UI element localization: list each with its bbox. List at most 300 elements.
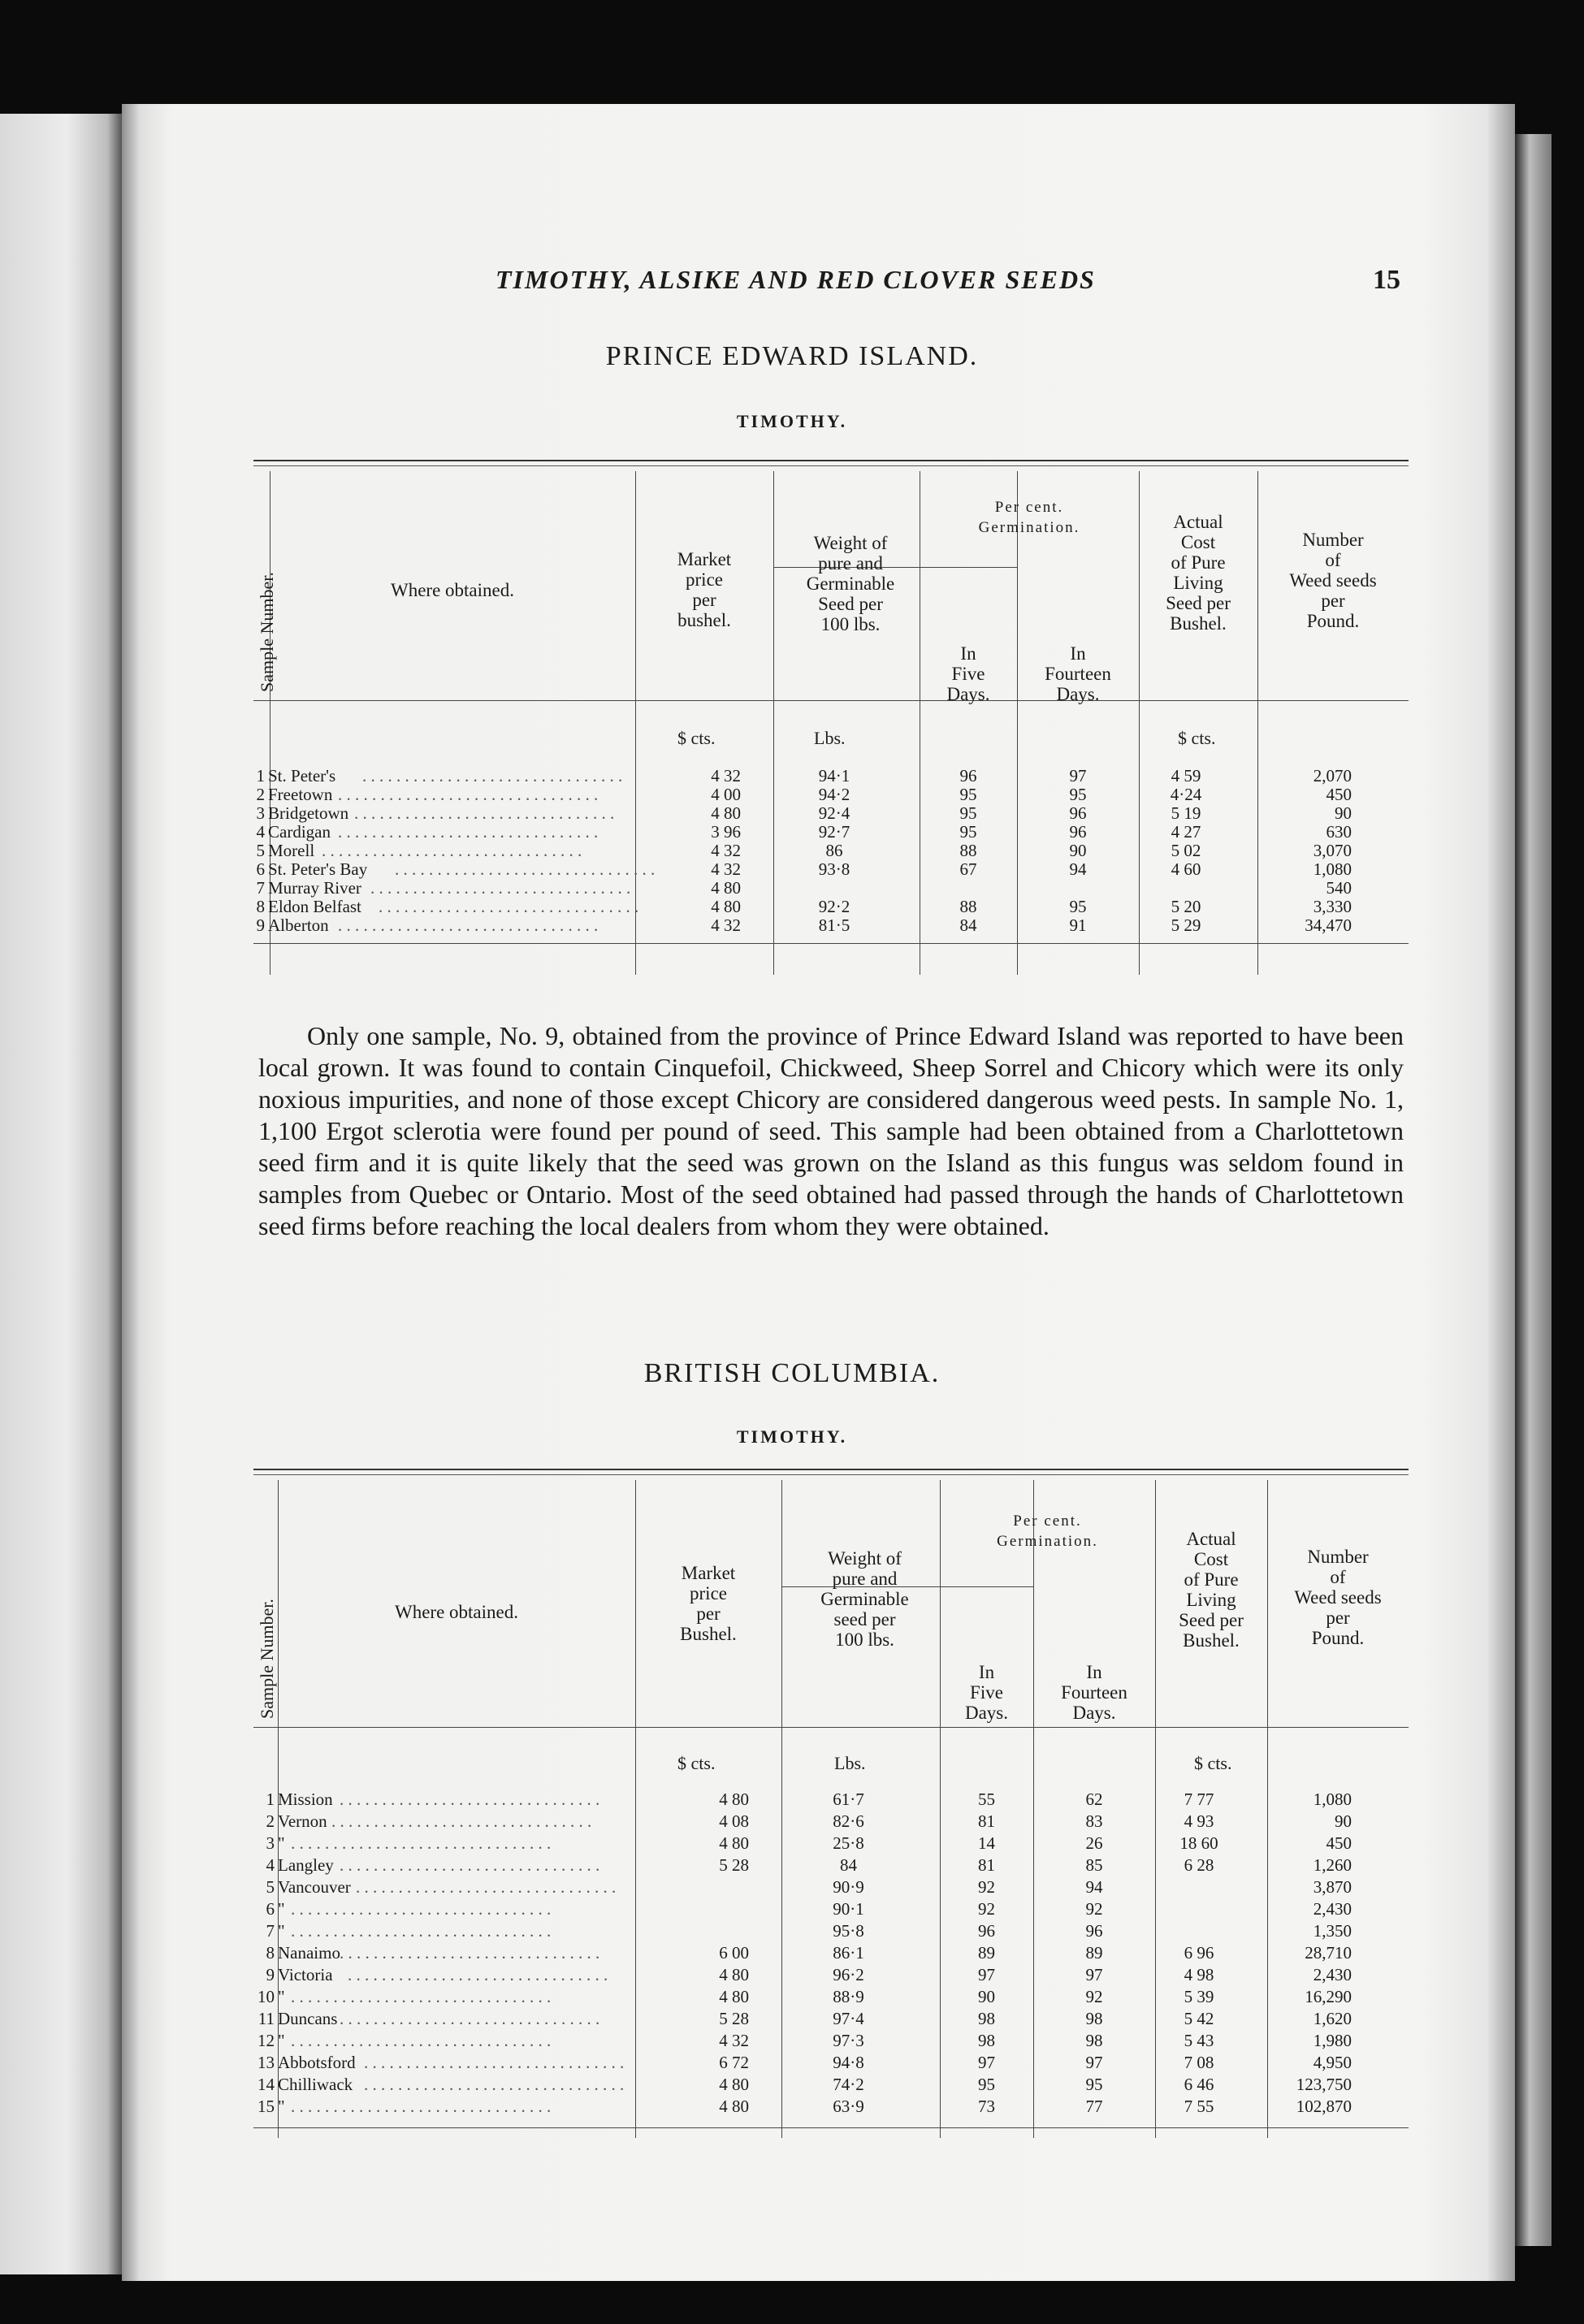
table-top-rule-2	[253, 465, 1409, 466]
weed-seeds-count: 34,470	[1305, 915, 1352, 935]
table-row	[253, 2010, 1409, 2028]
table-row	[253, 1878, 1409, 1896]
table-row	[253, 785, 1409, 803]
place-name: Cardigan	[268, 822, 331, 842]
weight-value: 93·8	[818, 859, 850, 879]
fourteen-day-germination: 89	[1085, 1943, 1103, 1963]
actual-cost: 5 42	[1184, 2009, 1214, 2028]
weed-seeds-count: 450	[1326, 1833, 1352, 1853]
five-days-header	[940, 1662, 1033, 1723]
leader-dots: . . . . . . . . . . . . . . . . . . . . . . . . . . . . . . .	[354, 803, 615, 823]
market-price: 4 00	[711, 785, 741, 804]
sample-number: 2	[256, 785, 265, 804]
place-name: St. Peter's	[268, 766, 336, 785]
weight-units: Lbs.	[814, 728, 846, 748]
actual-cost: 4 98	[1184, 1965, 1214, 1984]
weed-seeds-count: 28,710	[1305, 1943, 1352, 1963]
fourteen-days-header	[1017, 643, 1139, 704]
fourteen-day-germination: 77	[1085, 2097, 1103, 2116]
table-row	[253, 2075, 1409, 2093]
actual-cost-header-line: Seed per	[1166, 593, 1231, 613]
weight-value: 61·7	[833, 1790, 864, 1809]
leader-dots: . . . . . . . . . . . . . . . . . . . . . . . . . . . . . . .	[364, 2053, 625, 2072]
weed-seeds-count: 90	[1335, 803, 1352, 823]
leader-dots: . . . . . . . . . . . . . . . . . . . . . . . . . . . . . . .	[291, 1899, 552, 1919]
fourteen-day-germination: 96	[1069, 803, 1087, 823]
book-edge	[1515, 134, 1552, 2246]
bc-section-title: BRITISH COLUMBIA.	[643, 1358, 941, 1388]
place-name: "	[278, 2031, 285, 2050]
five-day-germination: 67	[959, 859, 977, 879]
germination-header	[940, 1511, 1155, 1551]
place-name: Chilliwack	[278, 2075, 353, 2094]
actual-cost-header-line: Living	[1173, 573, 1223, 593]
market-price: 4 08	[719, 1811, 749, 1831]
sample-number: 1	[266, 1790, 275, 1809]
weed-seeds-header-line: Weed seeds	[1294, 1587, 1382, 1608]
market-price: 4 32	[719, 2031, 749, 2050]
body-paragraph: Only one sample, No. 9, obtained from the province of Prince Edward Island was reported to have been local grown. It was found to contain Cinquefoil, Chickweed, Sheep Sorrel and Chicory which were its only noxious impurities, and none of those except Chicory are considered dangerous weed pests. In sample No. 1, 1,100 Ergot sclerotia were found per pound of seed. This sample had been obtained from a Charlottetown seed firm and it is quite likely that the seed was grown on the Island as this fungus was seldom found in samples from Quebec or Ontario. Most of the seed obtained had passed through the hands of Charlottetown seed firms before reaching the local dealers from whom they were obtained.	[258, 1021, 1404, 1240]
fourteen-day-germination: 95	[1069, 897, 1087, 916]
leader-dots: . . . . . . . . . . . . . . . . . . . . . . . . . . . . . . .	[338, 822, 599, 842]
table-bottom-rule	[253, 2127, 1409, 2128]
place-name: "	[278, 1833, 285, 1853]
place-name: Nanaimo	[278, 1943, 340, 1963]
place-name: Alberton	[268, 915, 329, 935]
place-name: Duncans	[278, 2009, 338, 2028]
actual-cost-header	[1139, 512, 1257, 634]
market-price-header-line: price	[686, 569, 723, 590]
fourteen-day-germination: 85	[1085, 1855, 1103, 1875]
market-price: 4 32	[711, 766, 741, 785]
market-price: 4 80	[719, 1965, 749, 1984]
germination-header-line: Germination.	[978, 519, 1080, 536]
market-price-header-line: bushel.	[677, 610, 731, 630]
weed-seeds-count: 1,260	[1313, 1855, 1352, 1875]
five-day-germination: 92	[978, 1877, 995, 1897]
fourteen-days-header	[1033, 1662, 1155, 1723]
actual-cost: 5 02	[1171, 841, 1201, 860]
five-days-header-line: Days.	[964, 1703, 1009, 1723]
place-name: Freetown	[268, 785, 333, 804]
leader-dots: . . . . . . . . . . . . . . . . . . . . . . . . . . . . . . .	[395, 859, 656, 879]
leader-dots: . . . . . . . . . . . . . . . . . . . . . . . . . . . . . . .	[340, 1790, 600, 1809]
leader-dots: . . . . . . . . . . . . . . . . . . . . . . . . . . . . . . .	[364, 2075, 625, 2094]
place-name: Murray River	[268, 878, 361, 898]
actual-cost: 5 29	[1171, 915, 1201, 935]
table-row	[253, 2097, 1409, 2115]
cost-units: $ cts.	[1178, 728, 1216, 748]
market-price-header-line: price	[690, 1583, 727, 1603]
place-name: "	[278, 1921, 285, 1941]
five-day-germination: 98	[978, 2031, 995, 2050]
leader-dots: . . . . . . . . . . . . . . . . . . . . . . . . . . . . . . .	[291, 1921, 552, 1941]
sample-number: 4	[266, 1855, 275, 1875]
market-price: 6 72	[719, 2053, 749, 2072]
weight-header-line: Germinable	[806, 573, 895, 594]
table-row	[253, 1944, 1409, 1962]
table-row	[253, 842, 1409, 859]
fourteen-days-header-line: Fourteen	[1061, 1682, 1127, 1703]
leader-dots: . . . . . . . . . . . . . . . . . . . . . . . . . . . . . . .	[379, 897, 639, 916]
weight-value: 97·3	[833, 2031, 864, 2050]
table-top-rule-2	[253, 1474, 1409, 1475]
fourteen-day-germination: 97	[1085, 1965, 1103, 1984]
table-row	[253, 1922, 1409, 1940]
bc-table	[253, 1469, 1409, 2151]
running-head: TIMOTHY, ALSIKE AND RED CLOVER SEEDS	[496, 265, 1096, 294]
sample-number: 5	[266, 1877, 275, 1897]
weed-seeds-header-line: Number	[1302, 530, 1364, 550]
leader-dots: . . . . . . . . . . . . . . . . . . . . . . . . . . . . . . .	[356, 1877, 617, 1897]
table-row	[253, 1834, 1409, 1852]
five-day-germination: 95	[959, 803, 977, 823]
five-day-germination: 55	[978, 1790, 995, 1809]
table-row	[253, 1988, 1409, 2006]
actual-cost: 4·24	[1170, 785, 1202, 804]
weed-seeds-count: 4,950	[1313, 2053, 1352, 2072]
weed-seeds-count: 1,350	[1313, 1921, 1352, 1941]
leader-dots: . . . . . . . . . . . . . . . . . . . . . . . . . . . . . . .	[291, 2031, 552, 2050]
header-bottom-rule	[253, 1727, 1409, 1728]
five-day-germination: 84	[959, 915, 977, 935]
table-row	[253, 1856, 1409, 1874]
weight-value: 88·9	[833, 1987, 864, 2006]
actual-cost: 6 28	[1184, 1855, 1214, 1875]
place-name: Eldon Belfast	[268, 897, 361, 916]
sample-number-header: Sample Number.	[257, 1599, 277, 1719]
actual-cost: 4 27	[1171, 822, 1201, 842]
fourteen-day-germination: 98	[1085, 2009, 1103, 2028]
germination-header-line: Per cent.	[994, 499, 1064, 516]
weed-seeds-count: 102,870	[1296, 2097, 1352, 2116]
actual-cost-header-line: of Pure	[1184, 1569, 1239, 1590]
market-price-header-line: Bushel.	[680, 1624, 737, 1644]
where-obtained-header: Where obtained.	[391, 580, 514, 600]
sample-number: 1	[256, 766, 265, 785]
weight-header-line: 100 lbs.	[835, 1629, 894, 1650]
weed-seeds-count: 90	[1335, 1811, 1352, 1831]
weed-seeds-count: 1,980	[1313, 2031, 1352, 2050]
weed-seeds-header	[1257, 530, 1409, 631]
place-name: Bridgetown	[268, 803, 349, 823]
five-day-germination: 88	[959, 897, 977, 916]
germination-header-line: Per cent.	[1013, 1513, 1082, 1530]
weed-seeds-count: 540	[1326, 878, 1352, 898]
fourteen-day-germination: 95	[1069, 785, 1087, 804]
sample-number: 3	[266, 1833, 275, 1853]
market-price: 4 80	[719, 1790, 749, 1809]
actual-cost: 18 60	[1179, 1833, 1218, 1853]
actual-cost-header-line: Actual	[1173, 512, 1223, 532]
weight-value: 97·4	[833, 2009, 864, 2028]
five-days-header	[920, 643, 1017, 704]
weed-seeds-count: 1,080	[1313, 1790, 1352, 1809]
sample-number: 3	[256, 803, 265, 823]
fourteen-day-germination: 96	[1069, 822, 1087, 842]
five-day-germination: 90	[978, 1987, 995, 2006]
weed-seeds-count: 2,430	[1313, 1965, 1352, 1984]
sample-number: 5	[256, 841, 265, 860]
fourteen-days-header-line: Fourteen	[1045, 664, 1111, 684]
five-day-germination: 97	[978, 1965, 995, 1984]
five-day-germination: 96	[959, 766, 977, 785]
market-price: 4 80	[711, 803, 741, 823]
germination-header-line: Germination.	[997, 1533, 1098, 1550]
actual-cost: 7 77	[1184, 1790, 1214, 1809]
sample-number: 8	[266, 1943, 275, 1963]
market-price: 5 28	[719, 1855, 749, 1875]
weed-seeds-count: 16,290	[1305, 1987, 1352, 2006]
weight-header	[773, 533, 928, 634]
market-price: 4 80	[719, 1833, 749, 1853]
fourteen-day-germination: 26	[1085, 1833, 1103, 1853]
leader-dots: . . . . . . . . . . . . . . . . . . . . . . . . . . . . . . .	[322, 841, 582, 860]
table-row	[253, 2032, 1409, 2049]
pei-table	[253, 460, 1409, 996]
weight-header	[781, 1548, 948, 1650]
weight-value: 81·5	[818, 915, 850, 935]
weight-value: 95·8	[833, 1921, 864, 1941]
table-row	[253, 823, 1409, 841]
actual-cost: 5 43	[1184, 2031, 1214, 2050]
cost-units: $ cts.	[1194, 1753, 1232, 1773]
fourteen-day-germination: 83	[1085, 1811, 1103, 1831]
weed-seeds-header-line: per	[1326, 1608, 1350, 1628]
fourteen-day-germination: 94	[1085, 1877, 1103, 1897]
leader-dots: . . . . . . . . . . . . . . . . . . . . . . . . . . . . . . .	[340, 2009, 600, 2028]
actual-cost: 6 46	[1184, 2075, 1214, 2094]
sample-number: 12	[258, 2031, 275, 2050]
five-day-germination: 95	[959, 822, 977, 842]
fourteen-days-header-line: In	[1086, 1662, 1102, 1682]
weight-value: 90·9	[833, 1877, 864, 1897]
fourteen-days-header-line: In	[1070, 643, 1086, 664]
place-name: Mission	[278, 1790, 333, 1809]
table-row	[253, 2054, 1409, 2071]
leader-dots: . . . . . . . . . . . . . . . . . . . . . . . . . . . . . . .	[348, 1965, 608, 1984]
sample-number: 7	[256, 878, 265, 898]
leader-dots: . . . . . . . . . . . . . . . . . . . . . . . . . . . . . . .	[331, 1811, 592, 1831]
weight-value: 63·9	[833, 2097, 864, 2116]
leader-dots: . . . . . . . . . . . . . . . . . . . . . . . . . . . . . . .	[291, 2097, 552, 2116]
market-price: 4 32	[711, 915, 741, 935]
five-day-germination: 96	[978, 1921, 995, 1941]
actual-cost-header-line: Seed per	[1179, 1610, 1244, 1630]
bc-sub-title: TIMOTHY.	[736, 1426, 848, 1447]
table-row	[253, 1966, 1409, 1984]
five-day-germination: 97	[978, 2053, 995, 2072]
actual-cost-header-line: Cost	[1180, 532, 1216, 552]
weed-seeds-header-line: Pound.	[1306, 611, 1360, 631]
fourteen-day-germination: 98	[1085, 2031, 1103, 2050]
sample-number: 9	[266, 1965, 275, 1984]
weight-header-line: pure and	[818, 553, 883, 573]
table-row	[253, 804, 1409, 822]
place-name: "	[278, 1899, 285, 1919]
leader-dots: . . . . . . . . . . . . . . . . . . . . . . . . . . . . . . .	[370, 878, 631, 898]
sample-number: 9	[256, 915, 265, 935]
five-day-germination: 81	[978, 1811, 995, 1831]
actual-cost: 5 19	[1171, 803, 1201, 823]
table-row	[253, 916, 1409, 934]
market-price-header-line: per	[696, 1603, 721, 1624]
weight-value: 96·2	[833, 1965, 864, 1984]
weed-seeds-count: 2,430	[1313, 1899, 1352, 1919]
table-row	[253, 898, 1409, 915]
weight-value: 94·2	[818, 785, 850, 804]
market-price: 3 96	[711, 822, 741, 842]
germination-header	[920, 497, 1139, 538]
weed-seeds-count: 2,070	[1313, 766, 1352, 785]
market-price: 4 80	[719, 2097, 749, 2116]
market-price: 6 00	[719, 1943, 749, 1963]
market-price-header	[635, 549, 773, 630]
weight-value: 86·1	[833, 1943, 864, 1963]
five-days-header-line: Five	[970, 1682, 1003, 1703]
place-name: Vernon	[278, 1811, 327, 1831]
weight-value: 84	[840, 1855, 857, 1875]
fourteen-day-germination: 62	[1085, 1790, 1103, 1809]
five-day-germination: 95	[978, 2075, 995, 2094]
weight-header-line: Weight of	[828, 1548, 902, 1569]
five-days-header-line: Five	[951, 664, 985, 684]
fourteen-days-header-line: Days.	[1056, 684, 1100, 704]
weight-value: 74·2	[833, 2075, 864, 2094]
table-top-rule	[253, 460, 1409, 461]
fourteen-day-germination: 90	[1069, 841, 1087, 860]
table-bottom-rule	[253, 943, 1409, 944]
weight-value: 90·1	[833, 1899, 864, 1919]
place-name: Abbotsford	[278, 2053, 356, 2072]
weed-seeds-count: 1,080	[1313, 859, 1352, 879]
facing-page-edge	[0, 114, 122, 2274]
actual-cost: 7 55	[1184, 2097, 1214, 2116]
pei-sub-title: TIMOTHY.	[736, 411, 848, 431]
weed-seeds-count: 1,620	[1313, 2009, 1352, 2028]
fourteen-day-germination: 97	[1069, 766, 1087, 785]
place-name: St. Peter's Bay	[268, 859, 368, 879]
weight-header-line: Seed per	[818, 594, 883, 614]
market-price: 5 28	[719, 2009, 749, 2028]
weight-value: 92·2	[818, 897, 850, 916]
where-obtained-header: Where obtained.	[395, 1602, 518, 1622]
fourteen-day-germination: 95	[1085, 2075, 1103, 2094]
weed-seeds-header-line: per	[1321, 591, 1345, 611]
place-name: Victoria	[278, 1965, 333, 1984]
place-name: Langley	[278, 1855, 334, 1875]
five-day-germination: 88	[959, 841, 977, 860]
weight-value: 92·7	[818, 822, 850, 842]
five-day-germination: 81	[978, 1855, 995, 1875]
sample-number: 14	[258, 2075, 275, 2094]
weight-header-line: 100 lbs.	[820, 614, 881, 634]
five-day-germination: 14	[978, 1833, 995, 1853]
table-row	[253, 1812, 1409, 1830]
weight-header-line: seed per	[833, 1609, 896, 1629]
leader-dots: . . . . . . . . . . . . . . . . . . . . . . . . . . . . . . .	[291, 1987, 552, 2006]
leader-dots: . . . . . . . . . . . . . . . . . . . . . . . . . . . . . . .	[340, 1855, 600, 1875]
fourteen-days-header-line: Days.	[1072, 1703, 1116, 1723]
sample-number: 6	[266, 1899, 275, 1919]
five-day-germination: 73	[978, 2097, 995, 2116]
actual-cost: 5 20	[1171, 897, 1201, 916]
table-row	[253, 1790, 1409, 1808]
table-top-rule	[253, 1469, 1409, 1470]
leader-dots: . . . . . . . . . . . . . . . . . . . . . . . . . . . . . . .	[338, 785, 599, 804]
five-days-header-line: Days.	[946, 684, 990, 704]
weight-header-line: Weight of	[813, 533, 888, 553]
place-name: Vancouver	[278, 1877, 351, 1897]
five-day-germination: 98	[978, 2009, 995, 2028]
actual-cost-header-line: Living	[1186, 1590, 1236, 1610]
weight-value: 82·6	[833, 1811, 864, 1831]
actual-cost: 4 93	[1184, 1811, 1214, 1831]
weed-seeds-header-line: of	[1330, 1567, 1346, 1587]
weed-seeds-count: 3,330	[1313, 897, 1352, 916]
market-price: 4 32	[711, 841, 741, 860]
sample-number: 13	[258, 2053, 275, 2072]
table-row	[253, 1900, 1409, 1918]
weed-seeds-count: 123,750	[1296, 2075, 1352, 2094]
five-days-header-line: In	[960, 643, 976, 664]
market-price-header	[635, 1563, 781, 1644]
table-row	[253, 879, 1409, 897]
fourteen-day-germination: 94	[1069, 859, 1087, 879]
weed-seeds-header-line: Weed seeds	[1289, 570, 1377, 591]
actual-cost-header-line: of Pure	[1171, 552, 1226, 573]
sample-number: 10	[258, 1987, 275, 2006]
sample-number: 7	[266, 1921, 275, 1941]
weed-seeds-count: 3,070	[1313, 841, 1352, 860]
actual-cost: 5 39	[1184, 1987, 1214, 2006]
weed-seeds-header-line: of	[1325, 550, 1341, 570]
leader-dots: . . . . . . . . . . . . . . . . . . . . . . . . . . . . . . .	[338, 915, 599, 935]
market-price: 4 80	[719, 1987, 749, 2006]
price-units: $ cts.	[677, 728, 716, 748]
market-price: 4 80	[711, 897, 741, 916]
market-price: 4 32	[711, 859, 741, 879]
weight-value: 86	[825, 841, 843, 860]
market-price: 4 80	[719, 2075, 749, 2094]
five-days-header-line: In	[978, 1662, 995, 1682]
actual-cost: 6 96	[1184, 1943, 1214, 1963]
fourteen-day-germination: 97	[1085, 2053, 1103, 2072]
header-bottom-rule	[253, 700, 1409, 701]
table-row	[253, 860, 1409, 878]
price-units: $ cts.	[677, 1753, 716, 1773]
sample-number: 8	[256, 897, 265, 916]
five-day-germination: 92	[978, 1899, 995, 1919]
five-day-germination: 95	[959, 785, 977, 804]
leader-dots: . . . . . . . . . . . . . . . . . . . . . . . . . . . . . . .	[362, 766, 623, 785]
actual-cost-header-line: Cost	[1193, 1549, 1229, 1569]
sample-number: 11	[258, 2009, 275, 2028]
sample-number: 15	[258, 2097, 275, 2116]
place-name: "	[278, 2097, 285, 2116]
weed-seeds-header-line: Pound.	[1311, 1628, 1365, 1648]
fourteen-day-germination: 91	[1069, 915, 1087, 935]
fourteen-day-germination: 92	[1085, 1987, 1103, 2006]
weed-seeds-header-line: Number	[1307, 1547, 1369, 1567]
weight-units: Lbs.	[834, 1753, 866, 1773]
place-name: Morell	[268, 841, 315, 860]
market-price: 4 80	[711, 878, 741, 898]
sample-number: 6	[256, 859, 265, 879]
leader-dots: . . . . . . . . . . . . . . . . . . . . . . . . . . . . . . .	[340, 1943, 600, 1963]
actual-cost: 7 08	[1184, 2053, 1214, 2072]
sample-number: 4	[256, 822, 265, 842]
